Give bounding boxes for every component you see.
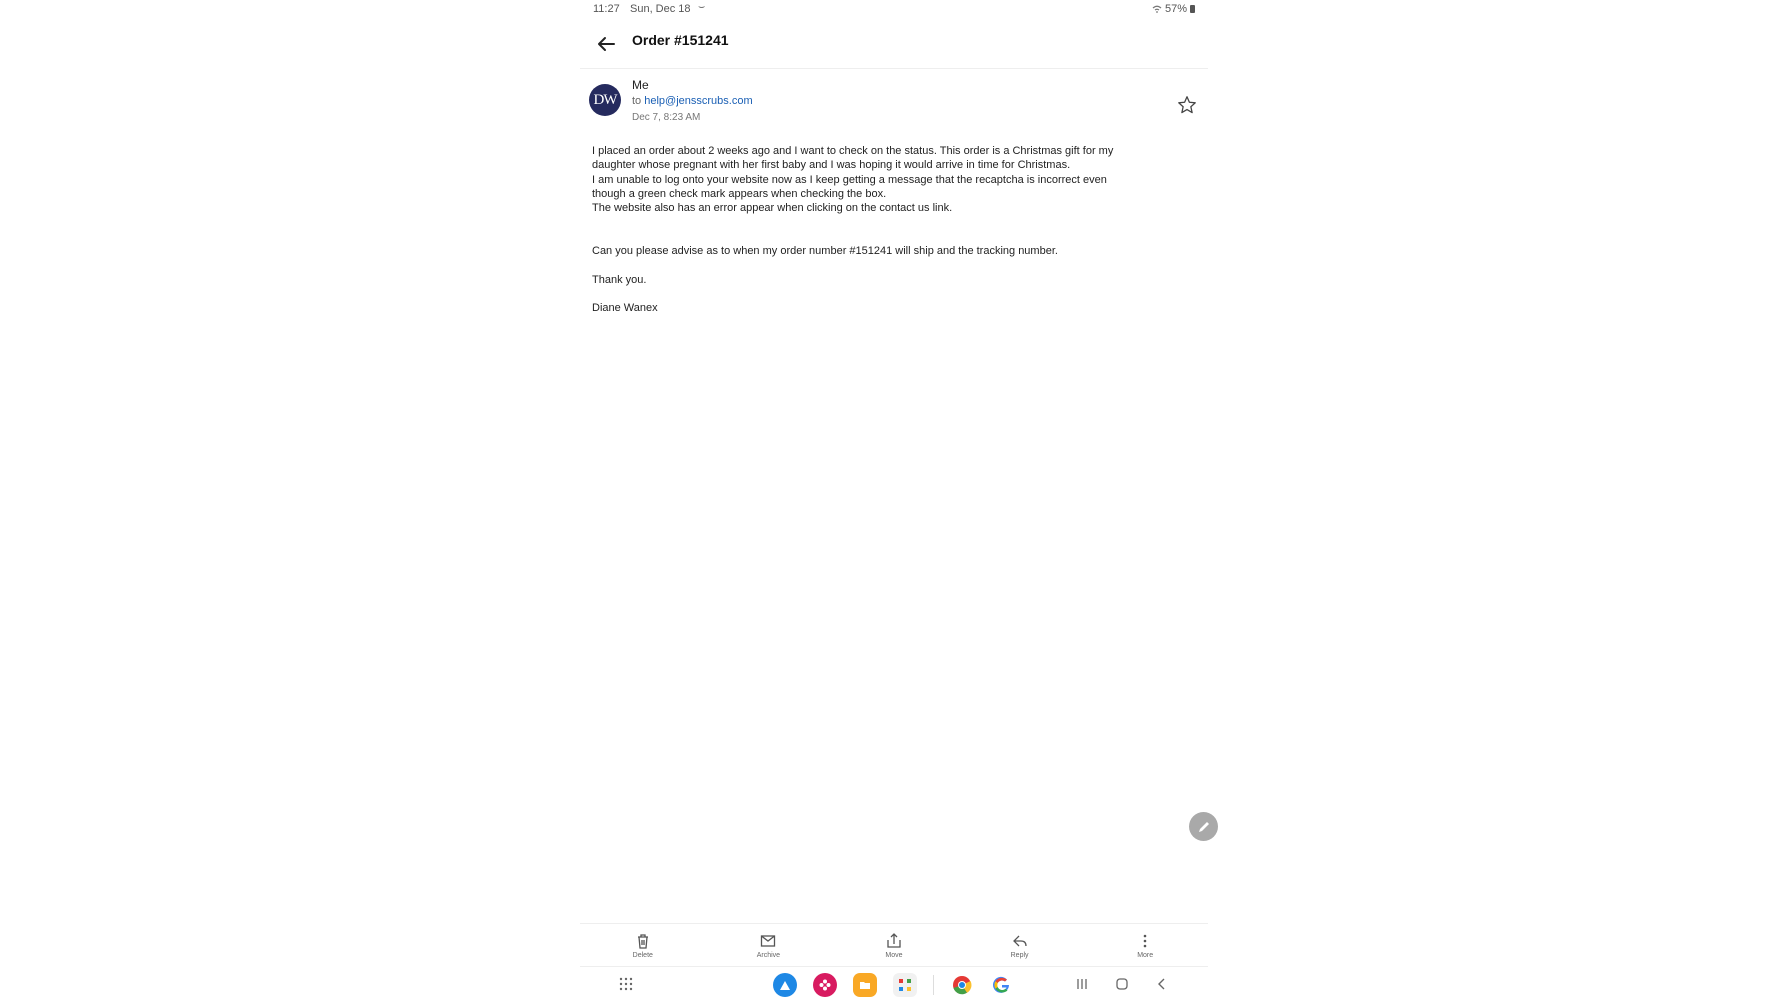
trash-icon <box>634 932 652 950</box>
archive-label: Archive <box>756 951 781 959</box>
reply-icon <box>1011 932 1029 950</box>
home-icon <box>1115 977 1129 991</box>
feather-icon[interactable] <box>773 973 797 997</box>
body-line: I placed an order about 2 weeks ago and I want to check on the status. This order is a Christmas gift for my <box>592 145 1114 157</box>
body-thanks: Thank you. <box>592 273 647 286</box>
email-header <box>580 74 1208 134</box>
status-time: 11:27 <box>593 3 620 15</box>
notification-icon: ⌣ <box>698 1 706 13</box>
battery-percent: 57% <box>1164 3 1187 15</box>
body-signature: Diane Wanex <box>592 302 658 315</box>
status-date: Sun, Dec 18 <box>630 3 691 15</box>
status-right <box>1152 3 1195 15</box>
pencil-icon <box>1197 820 1211 834</box>
arrow-left-icon <box>590 28 622 60</box>
home-button[interactable] <box>1114 976 1130 992</box>
sender-name: Me <box>632 78 649 92</box>
body-line: though a green check mark appears when checking the box. <box>592 187 887 200</box>
chevron-left-icon <box>1155 977 1169 991</box>
email-body <box>592 144 1192 315</box>
recipient-line <box>632 95 753 107</box>
reply-label: Reply <box>1010 951 1029 959</box>
recent-apps-button[interactable] <box>1074 976 1090 992</box>
google-icon[interactable] <box>990 973 1014 997</box>
back-button[interactable] <box>590 28 622 60</box>
move-icon <box>885 932 903 950</box>
system-nav <box>1074 976 1170 992</box>
archive-button[interactable] <box>706 924 832 966</box>
body-line: daughter whose pregnant with her first baby and I was hoping it would arrive in time for Christmas. <box>592 159 1071 172</box>
app-grid-icon[interactable] <box>893 973 917 997</box>
app-drawer-icon <box>618 976 634 992</box>
star-icon <box>1176 94 1198 116</box>
body-question: Can you please advise as to when my order number #151241 will ship and the tracking number. <box>592 245 1058 258</box>
phone-screen <box>580 0 1208 1000</box>
navigation-bar <box>580 968 1208 1000</box>
compose-button[interactable] <box>1189 812 1218 841</box>
app-drawer-button[interactable] <box>618 976 634 992</box>
move-label: Move <box>885 951 903 959</box>
body-line: I am unable to log onto your website now as I keep getting a message that the recaptcha is incorrect even <box>592 173 1107 186</box>
archive-icon <box>759 932 777 950</box>
chrome-icon[interactable] <box>950 973 974 997</box>
delete-button[interactable] <box>580 924 706 966</box>
status-bar <box>580 0 1208 20</box>
star-button[interactable] <box>1176 94 1198 116</box>
more-button[interactable] <box>1082 924 1208 966</box>
dock-separator <box>933 975 934 995</box>
email-subject: Order #151241 <box>632 32 729 48</box>
action-bar <box>580 923 1208 967</box>
app-bar <box>580 22 1208 69</box>
system-back-button[interactable] <box>1154 976 1170 992</box>
move-button[interactable] <box>831 924 957 966</box>
to-label: to <box>632 95 642 107</box>
folder-icon[interactable] <box>853 973 877 997</box>
more-vertical-icon <box>1136 932 1154 950</box>
email-datetime: Dec 7, 8:23 AM <box>632 112 701 123</box>
delete-label: Delete <box>632 951 653 959</box>
body-line: The website also has an error appear when clicking on the contact us link. <box>592 202 953 215</box>
app-dock <box>773 973 1014 997</box>
reply-button[interactable] <box>957 924 1083 966</box>
avatar[interactable]: DW <box>589 84 621 116</box>
blossom-icon[interactable] <box>813 973 837 997</box>
recipient-email-link[interactable]: help@jensscrubs.com <box>644 95 753 107</box>
battery-icon <box>1190 5 1195 13</box>
recent-apps-icon <box>1075 977 1089 991</box>
wifi-icon <box>1152 5 1162 13</box>
more-label: More <box>1137 951 1154 959</box>
